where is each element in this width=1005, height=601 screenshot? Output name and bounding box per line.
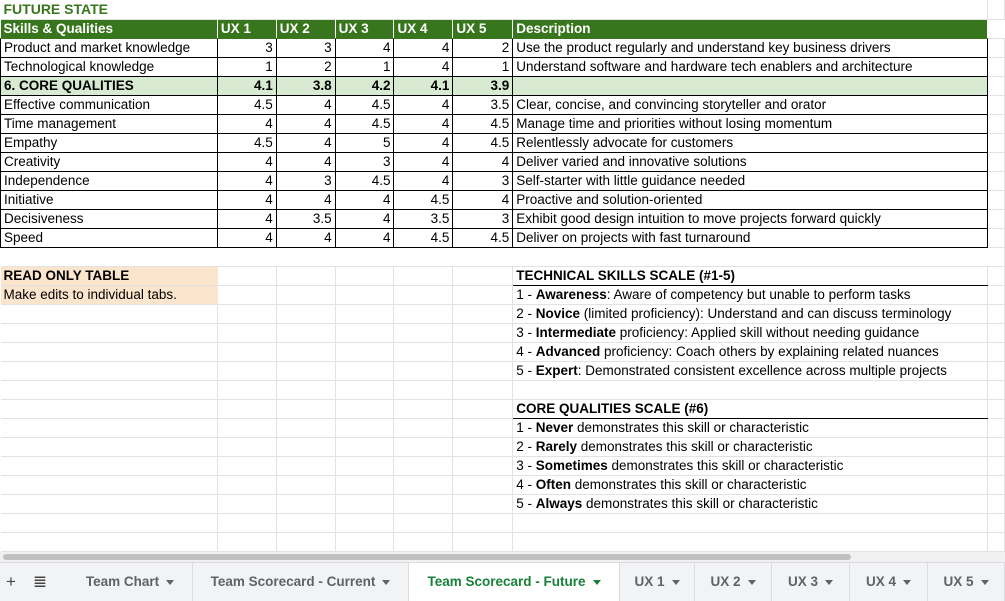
sheet-tab-label: UX 2 <box>710 574 741 589</box>
cell[interactable] <box>453 342 513 361</box>
cell[interactable] <box>1 513 218 532</box>
cell[interactable] <box>217 285 276 304</box>
cell[interactable] <box>217 494 276 513</box>
sheet-tab[interactable] <box>409 563 620 601</box>
score-cell-ux1[interactable]: 4 <box>217 209 276 228</box>
description-cell[interactable] <box>513 76 988 95</box>
skill-name-cell[interactable]: Effective communication <box>1 95 218 114</box>
tab-menu-chevron-down-icon[interactable] <box>382 580 390 585</box>
score-cell-ux2[interactable]: 3.8 <box>276 76 335 95</box>
sheet-tab-label: UX 1 <box>634 574 665 589</box>
cell[interactable] <box>394 361 453 380</box>
cell[interactable] <box>1 361 218 380</box>
cell[interactable] <box>988 133 1005 152</box>
scale-description: demonstrates this skill or characteristic <box>582 495 818 511</box>
description-cell[interactable]: Exhibit good design intuition to move projects forward quickly <box>513 209 988 228</box>
cell[interactable] <box>1 418 218 437</box>
cell[interactable] <box>988 38 1005 57</box>
cell[interactable] <box>394 399 453 418</box>
score-cell-ux4[interactable]: 4.1 <box>394 76 453 95</box>
score-cell-ux1[interactable]: 4 <box>217 114 276 133</box>
cell[interactable] <box>394 494 453 513</box>
score-cell-ux4[interactable]: 4 <box>394 95 453 114</box>
skill-row <box>1 171 1005 190</box>
score-cell-ux3[interactable]: 4.2 <box>335 76 394 95</box>
description-cell[interactable]: Clear, concise, and convincing storyteller and orator <box>513 95 988 114</box>
description-cell[interactable]: Relentlessly advocate for customers <box>513 133 988 152</box>
scale-description: demonstrates this skill or characteristic <box>577 438 813 454</box>
score-cell-ux4[interactable]: 4.5 <box>394 190 453 209</box>
tab-menu-chevron-down-icon[interactable] <box>981 580 989 585</box>
cell[interactable] <box>988 114 1005 133</box>
score-cell-ux2[interactable]: 3.5 <box>276 209 335 228</box>
description-cell[interactable]: Understand software and hardware tech enablers and architecture <box>513 57 988 76</box>
cell[interactable] <box>335 399 394 418</box>
cell[interactable] <box>988 190 1005 209</box>
score-cell-ux4[interactable]: 4 <box>394 57 453 76</box>
score-cell-ux4[interactable]: 4 <box>394 38 453 57</box>
scale-term: Intermediate <box>535 324 617 340</box>
score-cell-ux2[interactable]: 4 <box>276 228 335 247</box>
score-cell-ux4[interactable]: 4 <box>394 114 453 133</box>
cell[interactable] <box>988 494 1005 513</box>
cell[interactable] <box>988 342 1005 361</box>
cell[interactable] <box>276 532 335 551</box>
cell[interactable] <box>335 418 394 437</box>
scale-number: 2 - <box>516 438 536 454</box>
scale-number: 3 - <box>516 324 536 340</box>
cell[interactable] <box>217 475 276 494</box>
score-cell-ux2[interactable]: 4 <box>276 133 335 152</box>
score-cell-ux1[interactable]: 4.5 <box>217 133 276 152</box>
cell[interactable] <box>217 456 276 475</box>
skill-name-cell[interactable]: Creativity <box>1 152 218 171</box>
header-ux3[interactable]: UX 3 <box>335 19 394 38</box>
scale-term: Awareness <box>535 286 607 302</box>
scale-number: 5 - <box>516 495 536 511</box>
sheet-tab-label: UX 5 <box>943 574 974 589</box>
scale-description: demonstrates this skill or characteristic <box>570 476 807 492</box>
scale-term: Always <box>535 495 583 511</box>
sheet-tab[interactable] <box>772 563 850 601</box>
score-cell-ux5[interactable]: 2 <box>453 38 513 57</box>
cell[interactable] <box>988 19 1005 38</box>
scale-term: Rarely <box>535 438 578 454</box>
cell[interactable] <box>453 266 513 285</box>
tab-menu-chevron-down-icon[interactable] <box>672 580 680 585</box>
cell[interactable] <box>988 475 1005 494</box>
core-scale-line[interactable] <box>513 418 988 437</box>
cell[interactable] <box>276 342 335 361</box>
score-cell-ux1[interactable]: 4 <box>217 152 276 171</box>
technical-scale-line[interactable] <box>513 323 988 342</box>
score-cell-ux5[interactable]: 3.9 <box>453 76 513 95</box>
score-cell-ux5[interactable]: 3 <box>453 171 513 190</box>
skill-row <box>1 57 1005 76</box>
skill-row <box>1 38 1005 57</box>
score-cell-ux5[interactable]: 4.5 <box>453 114 513 133</box>
cell[interactable] <box>335 513 394 532</box>
cell[interactable] <box>335 285 394 304</box>
cell[interactable] <box>453 513 513 532</box>
cell[interactable] <box>394 418 453 437</box>
score-cell-ux1[interactable]: 1 <box>217 57 276 76</box>
skill-row <box>1 228 1005 247</box>
tab-menu-chevron-down-icon[interactable] <box>825 580 833 585</box>
cell[interactable] <box>276 494 335 513</box>
sheet-tab[interactable] <box>620 563 695 601</box>
sheet-tab-label: UX 3 <box>787 574 818 589</box>
score-cell-ux5[interactable]: 4 <box>453 152 513 171</box>
score-cell-ux5[interactable]: 4.5 <box>453 228 513 247</box>
tab-menu-chevron-down-icon[interactable] <box>166 580 174 585</box>
sheet-tab-label: Team Chart <box>85 574 160 589</box>
technical-scale-title[interactable]: TECHNICAL SKILLS SCALE (#1-5) <box>513 266 988 285</box>
header-ux5[interactable]: UX 5 <box>453 19 513 38</box>
cell[interactable] <box>394 323 453 342</box>
technical-scale-line[interactable] <box>513 285 988 304</box>
cell[interactable] <box>276 475 335 494</box>
scale-term: Advanced <box>535 343 601 359</box>
score-cell-ux3[interactable]: 4 <box>335 190 394 209</box>
scale-term: Sometimes <box>535 457 608 473</box>
cell[interactable] <box>988 304 1005 323</box>
description-cell[interactable]: Manage time and priorities without losing momentum <box>513 114 988 133</box>
cell[interactable] <box>276 399 335 418</box>
cell[interactable] <box>988 418 1005 437</box>
skill-row <box>1 95 1005 114</box>
score-cell-ux5[interactable]: 1 <box>453 57 513 76</box>
cell[interactable] <box>335 437 394 456</box>
scale-number: 5 - <box>516 362 536 378</box>
cell[interactable] <box>453 437 513 456</box>
cell[interactable] <box>1 323 218 342</box>
core-scale-line[interactable] <box>513 437 988 456</box>
cell[interactable] <box>335 266 394 285</box>
cell[interactable] <box>276 361 335 380</box>
score-cell-ux4[interactable]: 3.5 <box>394 209 453 228</box>
scale-description: : Aware of competency but unable to perform tasks <box>606 286 911 302</box>
skill-row <box>1 190 1005 209</box>
cell[interactable] <box>513 380 988 399</box>
cell[interactable] <box>335 323 394 342</box>
cell[interactable] <box>394 285 453 304</box>
cell[interactable] <box>276 304 335 323</box>
score-cell-ux4[interactable]: 4 <box>394 152 453 171</box>
cell[interactable] <box>335 342 394 361</box>
score-cell-ux3[interactable]: 4.5 <box>335 114 394 133</box>
sheet-tab[interactable] <box>68 563 193 601</box>
core-scale-title[interactable]: CORE QUALITIES SCALE (#6) <box>513 399 988 418</box>
cell[interactable] <box>394 532 453 551</box>
cell[interactable] <box>394 513 453 532</box>
description-cell[interactable]: Deliver varied and innovative solutions <box>513 152 988 171</box>
cell[interactable] <box>453 532 513 551</box>
cell[interactable] <box>335 361 394 380</box>
header-row <box>1 19 1005 38</box>
cell[interactable] <box>394 475 453 494</box>
scale-term: Never <box>535 419 574 435</box>
sheet-tab[interactable] <box>193 563 409 601</box>
description-cell[interactable]: Self-starter with little guidance needed <box>513 171 988 190</box>
scale-number: 2 - <box>516 305 536 321</box>
skill-row <box>1 152 1005 171</box>
header-ux2[interactable]: UX 2 <box>276 19 335 38</box>
header-skills[interactable]: Skills & Qualities <box>1 19 218 38</box>
score-cell-ux2[interactable]: 4 <box>276 114 335 133</box>
sheet-tab-label: Team Scorecard - Current <box>210 574 376 589</box>
score-cell-ux2[interactable]: 4 <box>276 95 335 114</box>
cell[interactable] <box>217 532 276 551</box>
score-cell-ux3[interactable]: 4.5 <box>335 95 394 114</box>
sheet-title[interactable]: FUTURE STATE <box>1 0 988 19</box>
cell[interactable] <box>453 304 513 323</box>
skill-row <box>1 209 1005 228</box>
skill-name-cell[interactable]: 6. CORE QUALITIES <box>1 76 218 95</box>
add-sheet-icon[interactable]: + <box>6 572 16 591</box>
technical-scale-line[interactable] <box>513 342 988 361</box>
score-cell-ux1[interactable]: 4 <box>217 171 276 190</box>
score-cell-ux4[interactable]: 4.5 <box>394 228 453 247</box>
cell[interactable] <box>988 95 1005 114</box>
cell[interactable] <box>988 380 1005 399</box>
score-cell-ux3[interactable]: 4 <box>335 209 394 228</box>
skill-name-cell[interactable]: Product and market knowledge <box>1 38 218 57</box>
score-cell-ux1[interactable]: 3 <box>217 38 276 57</box>
cell[interactable] <box>988 437 1005 456</box>
scrollbar-thumb[interactable] <box>3 554 851 560</box>
cell[interactable] <box>276 285 335 304</box>
cell[interactable] <box>394 380 453 399</box>
cell[interactable] <box>217 361 276 380</box>
score-cell-ux2[interactable]: 4 <box>276 190 335 209</box>
skill-name-cell[interactable]: Technological knowledge <box>1 57 218 76</box>
skill-name-cell[interactable]: Empathy <box>1 133 218 152</box>
scale-number: 3 - <box>516 457 536 473</box>
cell[interactable] <box>988 532 1005 551</box>
score-cell-ux3[interactable]: 3 <box>335 152 394 171</box>
score-cell-ux3[interactable]: 4.5 <box>335 171 394 190</box>
cell[interactable] <box>276 323 335 342</box>
score-cell-ux1[interactable]: 4 <box>217 228 276 247</box>
sheet-tab-label: Team Scorecard - Future <box>427 574 586 589</box>
cell[interactable] <box>217 513 276 532</box>
description-cell[interactable]: Deliver on projects with fast turnaround <box>513 228 988 247</box>
score-cell-ux1[interactable]: 4.5 <box>217 95 276 114</box>
cell[interactable] <box>988 513 1005 532</box>
horizontal-scrollbar[interactable] <box>0 552 1005 562</box>
cell[interactable] <box>988 266 1005 285</box>
cell[interactable] <box>217 380 276 399</box>
skill-name-cell[interactable]: Time management <box>1 114 218 133</box>
cell[interactable] <box>453 361 513 380</box>
cell[interactable] <box>988 361 1005 380</box>
skill-name-cell[interactable]: Speed <box>1 228 218 247</box>
cell[interactable] <box>217 304 276 323</box>
scale-term: Novice <box>535 305 581 321</box>
skill-name-cell[interactable]: Decisiveness <box>1 209 218 228</box>
cell[interactable] <box>276 266 335 285</box>
score-cell-ux1[interactable]: 4.1 <box>217 76 276 95</box>
cell[interactable] <box>1 342 218 361</box>
blank-row[interactable] <box>1 247 1005 266</box>
scale-term: Expert <box>535 362 578 378</box>
score-cell-ux3[interactable]: 1 <box>335 57 394 76</box>
scale-number: 1 - <box>516 286 536 302</box>
cell[interactable] <box>217 418 276 437</box>
score-cell-ux3[interactable]: 4 <box>335 228 394 247</box>
cell[interactable] <box>453 418 513 437</box>
cell[interactable] <box>988 228 1005 247</box>
cell[interactable] <box>988 57 1005 76</box>
cell[interactable] <box>335 494 394 513</box>
cell[interactable] <box>276 513 335 532</box>
sheet-tab-label: UX 4 <box>865 574 896 589</box>
score-cell-ux3[interactable]: 5 <box>335 133 394 152</box>
cell[interactable] <box>217 437 276 456</box>
description-cell[interactable]: Use the product regularly and understand key business drivers <box>513 38 988 57</box>
cell[interactable] <box>394 266 453 285</box>
cell[interactable] <box>335 304 394 323</box>
scale-term: Often <box>535 476 571 492</box>
cell[interactable] <box>394 304 453 323</box>
cell[interactable] <box>1 437 218 456</box>
cell[interactable] <box>1 532 218 551</box>
cell[interactable] <box>217 399 276 418</box>
skill-row <box>1 133 1005 152</box>
header-ux1[interactable]: UX 1 <box>217 19 276 38</box>
description-cell[interactable]: Proactive and solution-oriented <box>513 190 988 209</box>
scale-description: proficiency: Coach others by explaining related nuances <box>600 343 939 359</box>
cell[interactable] <box>453 475 513 494</box>
cell[interactable] <box>513 532 988 551</box>
scale-description: demonstrates this skill or characteristic <box>573 419 809 435</box>
cell[interactable] <box>394 456 453 475</box>
cell[interactable] <box>988 0 1005 19</box>
skill-name-cell[interactable]: Initiative <box>1 190 218 209</box>
cell[interactable] <box>1 456 218 475</box>
cell[interactable] <box>394 342 453 361</box>
cell[interactable] <box>335 380 394 399</box>
cell[interactable] <box>335 456 394 475</box>
cell[interactable] <box>276 380 335 399</box>
cell[interactable] <box>335 475 394 494</box>
core-scale-line[interactable] <box>513 475 988 494</box>
read-only-note[interactable]: Make edits to individual tabs. <box>1 285 218 304</box>
header-ux4[interactable]: UX 4 <box>394 19 453 38</box>
score-cell-ux4[interactable]: 4 <box>394 133 453 152</box>
sheet-tab[interactable] <box>928 563 1005 601</box>
cell[interactable] <box>453 380 513 399</box>
score-cell-ux2[interactable]: 3 <box>276 38 335 57</box>
cell[interactable] <box>988 209 1005 228</box>
cell[interactable] <box>988 152 1005 171</box>
cell[interactable] <box>988 456 1005 475</box>
header-description[interactable]: Description <box>513 19 988 38</box>
scale-number: 4 - <box>516 343 536 359</box>
score-cell-ux1[interactable]: 4 <box>217 190 276 209</box>
cell[interactable] <box>988 171 1005 190</box>
cell[interactable] <box>217 266 276 285</box>
cell[interactable] <box>217 323 276 342</box>
tab-menu-chevron-down-icon[interactable] <box>903 580 911 585</box>
tab-menu-chevron-down-icon[interactable] <box>593 580 601 585</box>
skill-name-cell[interactable]: Independence <box>1 171 218 190</box>
technical-scale-line[interactable] <box>513 304 988 323</box>
scale-description: : Demonstrated consistent excellence across multiple projects <box>577 362 947 378</box>
cell[interactable] <box>335 532 394 551</box>
cell[interactable] <box>453 494 513 513</box>
cell[interactable] <box>988 285 1005 304</box>
score-cell-ux2[interactable]: 2 <box>276 57 335 76</box>
cell[interactable] <box>453 456 513 475</box>
cell[interactable] <box>453 323 513 342</box>
score-cell-ux5[interactable]: 4 <box>453 190 513 209</box>
technical-scale-line[interactable] <box>513 361 988 380</box>
core-scale-line[interactable] <box>513 456 988 475</box>
scale-description: demonstrates this skill or characteristic <box>607 457 844 473</box>
cell[interactable] <box>988 399 1005 418</box>
sheet-tab[interactable] <box>695 563 772 601</box>
all-sheets-list-icon[interactable]: ≣ <box>32 572 48 591</box>
score-cell-ux5[interactable]: 3.5 <box>453 95 513 114</box>
cell[interactable] <box>394 437 453 456</box>
cell[interactable] <box>1 304 218 323</box>
skill-row <box>1 114 1005 133</box>
score-cell-ux5[interactable]: 3 <box>453 209 513 228</box>
cell[interactable] <box>453 399 513 418</box>
scale-description: (limited proficiency): Understand and can discuss terminology <box>580 305 952 321</box>
sheet-tab-bar <box>0 562 1005 601</box>
cell[interactable] <box>988 323 1005 342</box>
score-cell-ux2[interactable]: 3 <box>276 171 335 190</box>
score-cell-ux5[interactable]: 4.5 <box>453 133 513 152</box>
cell[interactable] <box>276 437 335 456</box>
tab-menu-chevron-down-icon[interactable] <box>748 580 756 585</box>
core-scale-line[interactable] <box>513 494 988 513</box>
cell[interactable] <box>513 513 988 532</box>
category-row <box>1 76 1005 95</box>
score-cell-ux2[interactable]: 4 <box>276 152 335 171</box>
cell[interactable] <box>453 285 513 304</box>
cell[interactable] <box>1 399 218 418</box>
scale-description: proficiency: Applied skill without needing guidance <box>616 324 920 340</box>
cell[interactable] <box>276 456 335 475</box>
cell[interactable] <box>276 418 335 437</box>
score-cell-ux4[interactable]: 4 <box>394 171 453 190</box>
read-only-title[interactable]: READ ONLY TABLE <box>1 266 218 285</box>
cell[interactable] <box>217 342 276 361</box>
sheet-tab[interactable] <box>850 563 928 601</box>
scale-number: 4 - <box>516 476 536 492</box>
cell[interactable] <box>988 76 1005 95</box>
scale-number: 1 - <box>516 419 536 435</box>
cell[interactable] <box>1 475 218 494</box>
cell[interactable] <box>1 380 218 399</box>
cell[interactable] <box>1 494 218 513</box>
score-cell-ux3[interactable]: 4 <box>335 38 394 57</box>
